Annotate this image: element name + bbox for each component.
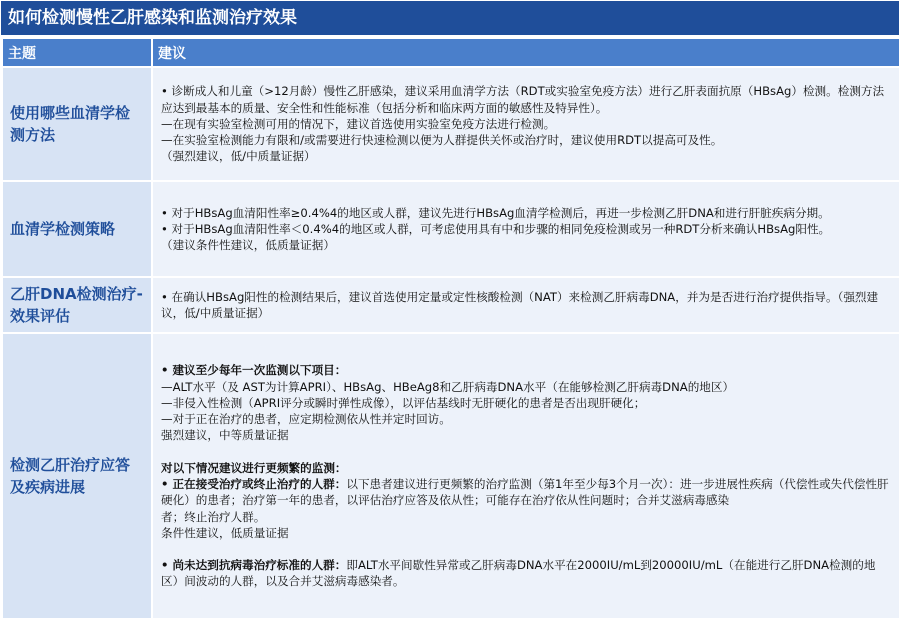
row-content <box>152 181 900 277</box>
header-topic: 主题 <box>2 38 152 67</box>
bullet-text: 以下患者建议进行更频繁的治疗监测（第1年至少每3个月一次）：进一步进展性疾病（代偿性或失代偿性肝硬化）的患者；治疗第一年的患者，以评估治疗应答及依从性；可能存在治疗依从性问题时；合并艾滋病毒感染 <box>161 477 889 508</box>
table-row <box>2 333 900 619</box>
content-line: （强烈建议，低/中质量证据） <box>161 149 316 164</box>
monitoring-heading: • 建议至少每年一次监测以下项目： <box>161 363 347 378</box>
bullet-text: 即ALT水平间歇性异常或乙肝病毒DNA水平在2000IU/mL到20000IU/mL（在能进行乙肝DNA检测的地区）间波动的人群，以及合并艾滋病毒感染者。 <box>161 558 876 589</box>
content-line: —ALT水平（及 AST为计算APRI）、HBsAg、HBeAg8和乙肝病毒DNA水平（在能够检测乙肝病毒DNA的地区） <box>161 379 735 394</box>
frequent-monitoring-heading: 对以下情况建议进行更频繁的监测： <box>161 460 347 475</box>
table-row <box>2 277 900 333</box>
table-row <box>2 181 900 277</box>
row-topic: 血清学检测策略 <box>2 181 152 277</box>
spacer <box>161 541 891 557</box>
evidence-note: 强烈建议，中等质量证据 <box>161 428 289 443</box>
content-line: —非侵入性检测（APRI评分或瞬时弹性成像），以评估基线时无肝硬化的患者是否出现肝硬化； <box>161 395 646 410</box>
table-header-row <box>2 38 900 67</box>
row-topic: 检测乙肝治疗应答及疾病进展 <box>2 333 152 619</box>
content-line: • 在确认HBsAg阳性的检测结果后，建议首选使用定量或定性核酸检测（NAT）来检测乙肝病毒DNA，并为是否进行治疗提供指导。（强烈建议，低/中质量证据） <box>161 289 879 320</box>
row-content <box>152 277 900 333</box>
content-line <box>161 557 891 590</box>
guideline-table <box>1 37 900 620</box>
content-line <box>161 476 891 509</box>
content-line: • 对于HBsAg血清阳性率≥0.4%4的地区或人群，建议先进行HBsAg血清学检测后，再进一步检测乙肝DNA和进行肝脏疾病分期。 <box>161 205 830 220</box>
row-content <box>152 333 900 619</box>
bullet-label: • 正在接受治疗或终止治疗的人群： <box>161 477 347 491</box>
content-line: —在现有实验室检测可用的情况下，建议首选使用实验室免疫方法进行检测。 <box>161 116 556 131</box>
table-row <box>2 67 900 181</box>
row-topic: 乙肝DNA检测治疗-效果评估 <box>2 277 152 333</box>
content-line: 者；终止治疗人群。 <box>161 509 266 524</box>
spacer <box>161 444 891 460</box>
bullet-label: • 尚未达到抗病毒治疗标准的人群： <box>161 558 347 573</box>
content-line: • 对于HBsAg血清阳性率＜0.4%4的地区或人群，可考虑使用具有中和步骤的相同免疫检测或另一种RDT分析来确认HBsAg阳性。 <box>161 221 831 236</box>
content-line: —对于正在治疗的患者，应定期检测依从性并定时回访。 <box>161 412 451 427</box>
row-topic: 使用哪些血清学检测方法 <box>2 67 152 181</box>
evidence-note: 条件性建议，低质量证据 <box>161 525 289 540</box>
content-line: • 诊断成人和儿童（>12月龄）慢性乙肝感染，建议采用血清学方法（RDT或实验室免疫方法）进行乙肝表面抗原（HBsAg）检测。检测方法应达到最基本的质量、安全性和性能标准（包括分析和临床两方面的敏感性及特异性）。 <box>161 84 885 115</box>
content-line: （建议条件性建议，低质量证据） <box>161 238 335 253</box>
row-content <box>152 67 900 181</box>
page-title: 如何检测慢性乙肝感染和监测治疗效果 <box>1 1 899 35</box>
header-recommendation: 建议 <box>152 38 900 67</box>
content-line: —在实验室检测能力有限和/或需要进行快速检测以便为人群提供关怀或治疗时，建议使用RDT以提高可及性。 <box>161 133 723 148</box>
